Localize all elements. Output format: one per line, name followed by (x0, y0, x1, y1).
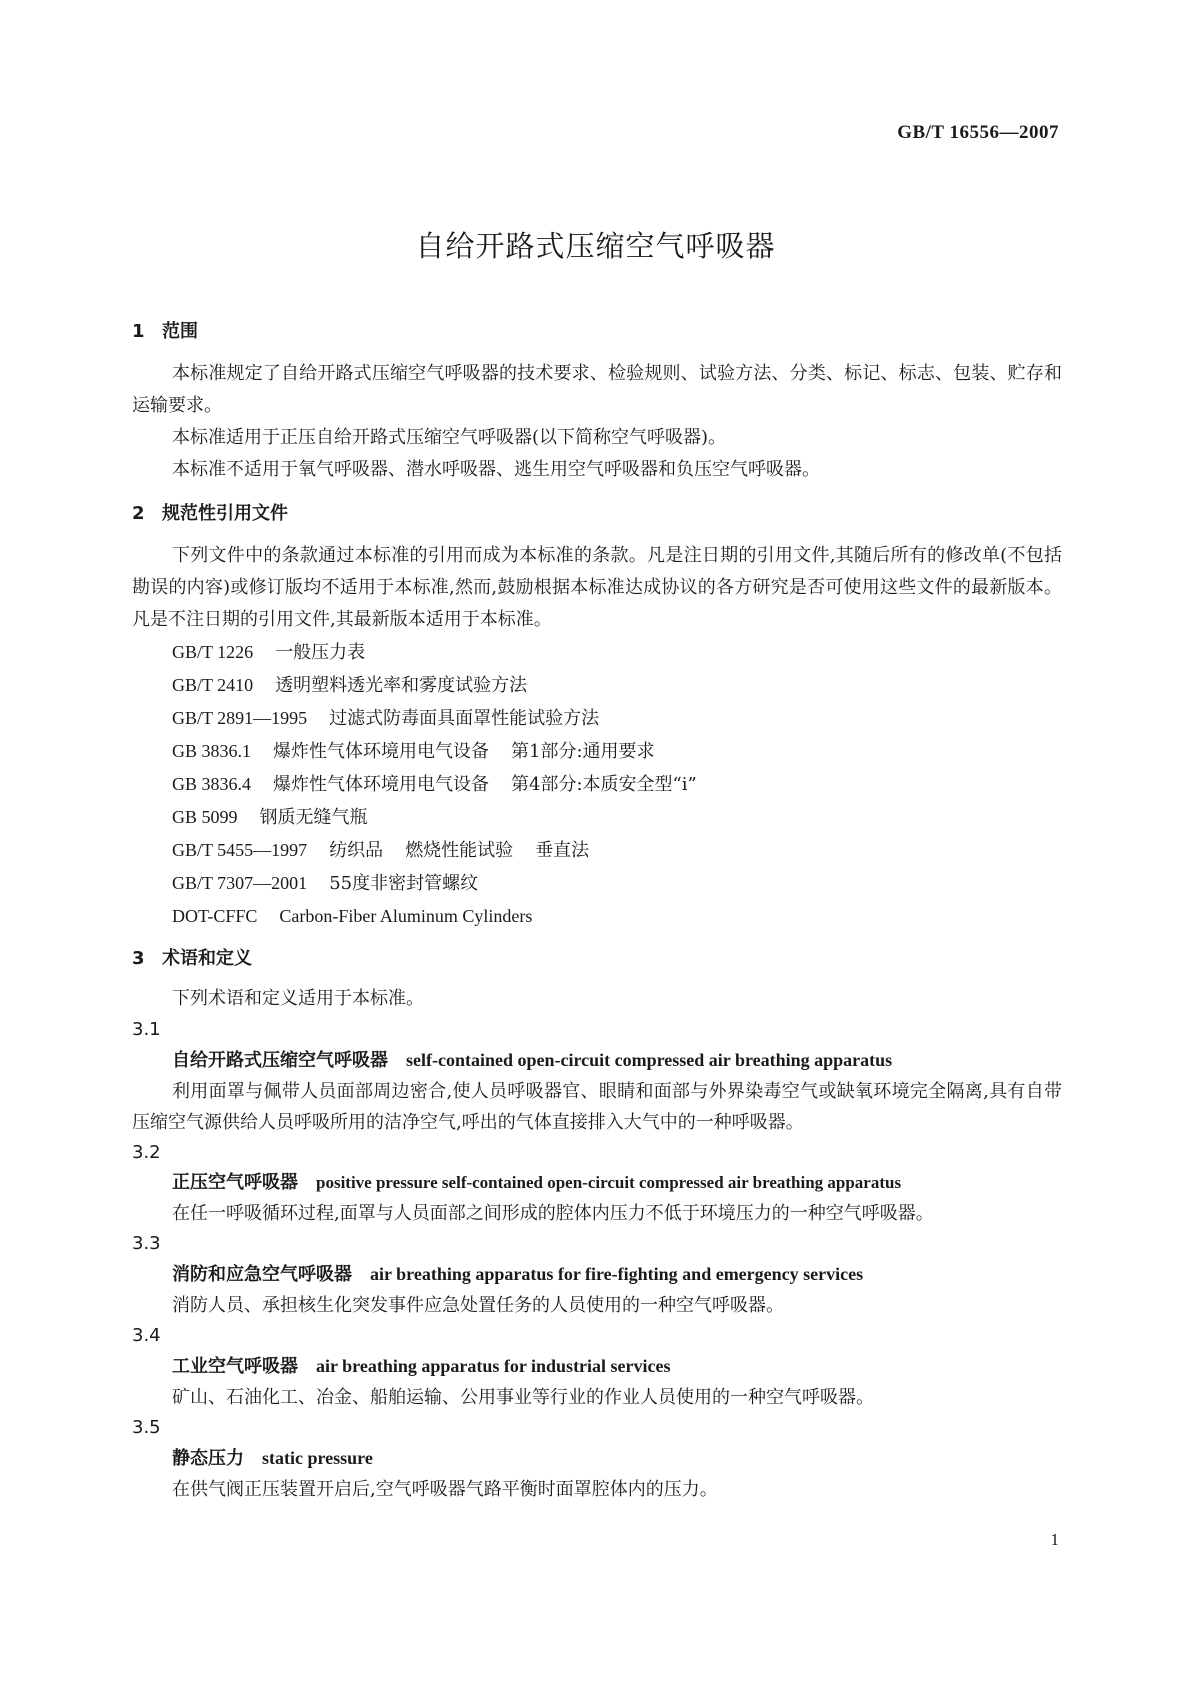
reference-item (172, 867, 1062, 900)
reference-item (172, 801, 1062, 834)
term-entry (172, 1351, 1062, 1382)
term-en: static pressure (262, 1448, 373, 1468)
term-definition: 利用面罩与佩带人员面部周边密合,使人员呼吸器官、眼睛和面部与外界染毒空气或缺氧环境完全隔离,具有自带压缩空气源供给人员呼吸所用的洁净空气,呼出的气体直接排入大气中的一种呼吸器。 (132, 1081, 1062, 1133)
page-title: 自给开路式压缩空气呼吸器 (415, 229, 776, 263)
term-en: self-contained open-circuit compressed air breathing apparatus (406, 1050, 893, 1070)
term-definition: 在任一呼吸循环过程,面罩与人员面部之间形成的腔体内压力不低于环境压力的一种空气呼吸器。 (172, 1203, 934, 1224)
section-number: 1 (132, 321, 145, 342)
clause-number: 3.3 (132, 1233, 161, 1254)
document-body (132, 320, 1062, 1505)
page-number: 1 (1050, 1530, 1059, 1549)
term-entry (172, 1443, 1062, 1474)
clause-number: 3.2 (132, 1142, 161, 1163)
term-definition: 矿山、石油化工、冶金、船舶运输、公用事业等行业的作业人员使用的一种空气呼吸器。 (172, 1387, 874, 1408)
reference-item (172, 702, 1062, 735)
clause-number: 3.5 (132, 1417, 161, 1438)
reference-item (172, 768, 1062, 801)
reference-code: GB/T 5455—1997 (172, 840, 308, 860)
term-zh: 正压空气呼吸器 (172, 1172, 298, 1193)
paragraph: 本标准适用于正压自给开路式压缩空气呼吸器(以下简称空气呼吸器)。 (172, 427, 727, 448)
reference-title: 透明塑料透光率和雾度试验方法 (275, 675, 528, 696)
term-zh: 消防和应急空气呼吸器 (172, 1264, 352, 1285)
term-zh: 静态压力 (172, 1448, 244, 1469)
reference-list (172, 636, 1062, 933)
reference-part: 燃烧性能试验 (405, 840, 514, 861)
term-entry (172, 1259, 1062, 1290)
section-title: 规范性引用文件 (162, 503, 288, 524)
reference-title: 过滤式防毒面具面罩性能试验方法 (329, 708, 600, 729)
reference-code: GB/T 2410 (172, 675, 254, 695)
term-entry (172, 1168, 1062, 1198)
term-zh: 自给开路式压缩空气呼吸器 (172, 1050, 388, 1071)
reference-code: GB/T 1226 (172, 642, 254, 662)
section-title: 范围 (162, 321, 198, 342)
reference-item (172, 900, 1062, 933)
paragraph: 下列文件中的条款通过本标准的引用而成为本标准的条款。凡是注日期的引用文件,其随后所有的修改单(不包括勘误的内容)或修订版均不适用于本标准,然而,鼓励根据本标准达成协议的各方研究是否可使用这些文件的最新版本。凡是不注日期的引用文件,其最新版本适用于本标准。 (132, 545, 1062, 630)
term-entry (172, 1045, 1062, 1076)
reference-title: 爆炸性气体环境用电气设备 (273, 741, 490, 762)
paragraph: 本标准不适用于氧气呼吸器、潜水呼吸器、逃生用空气呼吸器和负压空气呼吸器。 (172, 459, 820, 480)
section-number: 2 (132, 503, 145, 524)
reference-title: Carbon-Fiber Aluminum Cylinders (279, 906, 533, 926)
reference-title: 钢质无缝气瓶 (259, 807, 368, 828)
reference-code: GB 3836.4 (172, 774, 252, 794)
section-3-heading (132, 947, 1062, 971)
reference-part: 第1部分:通用要求 (511, 741, 655, 762)
reference-title: 一般压力表 (275, 642, 366, 663)
reference-code: GB 3836.1 (172, 741, 252, 761)
clause-number: 3.4 (132, 1325, 161, 1346)
reference-part: 垂直法 (535, 840, 590, 861)
reference-item (172, 669, 1062, 702)
reference-part: 第4部分:本质安全型“i” (511, 774, 697, 795)
section-number: 3 (132, 948, 145, 969)
term-en: air breathing apparatus for fire-fighting and emergency services (370, 1264, 864, 1284)
term-en: air breathing apparatus for industrial services (316, 1356, 671, 1376)
reference-title: 55度非密封管螺纹 (329, 873, 479, 894)
section-1-heading (132, 320, 1062, 344)
term-definition: 在供气阀正压装置开启后,空气呼吸器气路平衡时面罩腔体内的压力。 (172, 1479, 718, 1500)
term-definition: 消防人员、承担核生化突发事件应急处置任务的人员使用的一种空气呼吸器。 (172, 1295, 784, 1316)
paragraph: 本标准规定了自给开路式压缩空气呼吸器的技术要求、检验规则、试验方法、分类、标记、标志、包装、贮存和运输要求。 (132, 363, 1062, 416)
term-zh: 工业空气呼吸器 (172, 1356, 298, 1377)
reference-title: 纺织品 (329, 840, 384, 861)
reference-code: GB/T 7307—2001 (172, 873, 308, 893)
reference-code: DOT-CFFC (172, 906, 258, 926)
section-title: 术语和定义 (162, 948, 252, 969)
section-2-heading (132, 502, 1062, 526)
paragraph: 下列术语和定义适用于本标准。 (172, 988, 424, 1009)
clause-number: 3.1 (132, 1019, 161, 1040)
reference-item (172, 636, 1062, 669)
reference-item (172, 834, 1062, 867)
reference-item (172, 735, 1062, 768)
standard-code: GB/T 16556—2007 (897, 122, 1059, 143)
reference-title: 爆炸性气体环境用电气设备 (273, 774, 490, 795)
reference-code: GB/T 2891—1995 (172, 708, 308, 728)
reference-code: GB 5099 (172, 807, 238, 827)
term-en: positive pressure self-contained open-circuit compressed air breathing apparatus (316, 1173, 902, 1192)
